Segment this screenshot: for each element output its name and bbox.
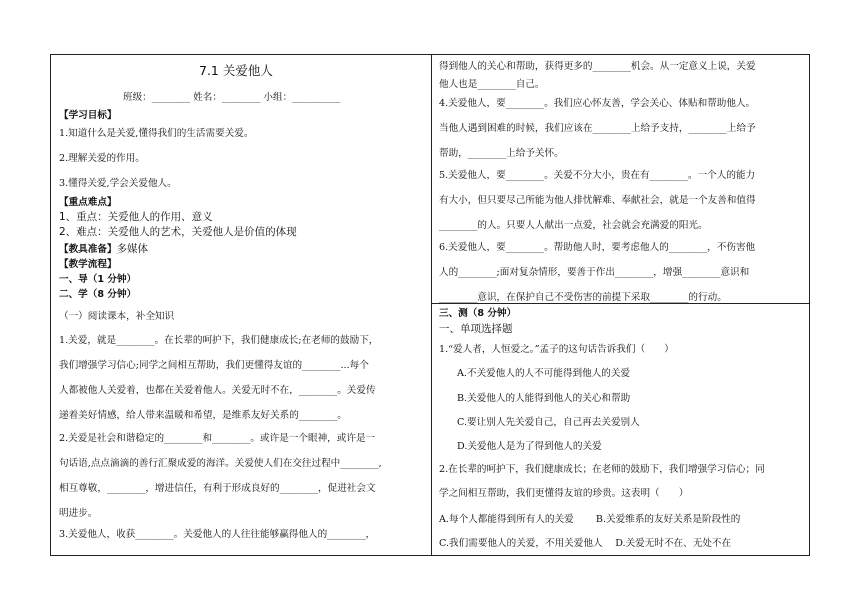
paragraph-3-continued: 他人也是________自己。 (439, 79, 545, 90)
paragraph-6-line: 人的________;面对复杂情形，要善于作出________，增强________意识和 (439, 267, 750, 278)
paragraph-2-line: 明进步。 (59, 508, 98, 519)
prep-value: 多媒体 (116, 243, 149, 255)
question-1-option: C.要让别人先关爱自己，自己再去关爱别人 (457, 417, 640, 428)
question-1-option: B.关爱他人的人能得到他人的关心和帮助 (457, 393, 631, 404)
reading-subheading: （一）阅读课本，补全知识 (59, 311, 175, 322)
question-2-option-row: C.我们需要他人的关爱，不用关爱他人 D.关爱无时不在、无处不在 (439, 538, 732, 549)
paragraph-2-line: 相互尊敬，________，增进信任，有利于形成良好的________，促进社会文 (59, 483, 376, 494)
stage-learn: 二、学（8 分钟） (59, 289, 137, 300)
prep-line (59, 243, 148, 256)
flow-heading: 【教学流程】 (59, 259, 117, 270)
key-point: 2、难点：关爱他人的艺术，关爱他人是价值的体现 (59, 226, 297, 238)
student-info-line: 班级：________ 姓名：________ 小组：__________ (123, 92, 341, 103)
goals-heading: 【学习目标】 (59, 110, 117, 121)
question-2-option-row: A.每个人都能得到所有人的关爱 B.关爱维系的友好关系是阶段性的 (439, 514, 741, 525)
goal-item: 2.理解关爱的作用。 (59, 153, 145, 164)
paragraph-1-line: 人都被他人关爱着，也都在关爱着他人。关爱无时不在，________。关爱传 (59, 385, 376, 396)
paragraph-2-line: 句话语,点点滴滴的善行汇聚成爱的海洋。关爱使人们在交往过程中________, (59, 458, 382, 469)
prep-heading: 【教具准备】 (59, 244, 117, 255)
paragraph-1-line: 1.关爱，就是________。在长辈的呵护下，我们健康成长;在老师的鼓励下， (59, 335, 379, 346)
question-1-option: D.关爱他人是为了得到他人的关爱 (457, 441, 602, 452)
section-divider (431, 303, 809, 304)
key-point: 1、重点：关爱他人的作用、意义 (59, 211, 213, 223)
goal-item: 1.知道什么是关爱,懂得我们的生活需要关爱。 (59, 128, 254, 139)
paragraph-4-line: 帮助，________上给予关怀。 (439, 148, 564, 159)
key-heading: 【重点难点】 (59, 197, 117, 208)
right-column (431, 55, 809, 555)
paragraph-6-line: ________意识，在保护自己不受伤害的前提下采取________的行动。 (439, 292, 727, 303)
paragraph-4-line: 4.关爱他人，要________。我们应心怀友善，学会关心、体贴和帮助他人。 (439, 98, 756, 109)
goal-item: 3.懂得关爱,学会关爱他人。 (59, 178, 177, 189)
paragraph-5-line: 5.关爱他人，要________。关爱不分大小，贵在有________。一个人的能力 (439, 170, 756, 181)
paragraph-4-line: 当他人遇到困难的时候，我们应该在________上给予支持，________上给予 (439, 123, 756, 134)
question-2-line: 2.在长辈的呵护下，我们健康成长；在老师的鼓励下，我们增强学习信心；同 (439, 464, 765, 475)
paragraph-3-line: 3.关爱他人，收获________。关爱他人的人往往能够赢得他人的________， (59, 529, 376, 540)
paragraph-6-line: 6.关爱他人，要________。帮助他人时，要考虑他人的________，不伤害他 (439, 242, 756, 253)
paragraph-1-line: 我们增强学习信心;同学之间相互帮助，我们更懂得友谊的________...每个 (59, 360, 369, 371)
stage-guide: 一、导（1 分钟） (59, 274, 137, 285)
page-title: 7.1 关爱他人 (199, 63, 273, 78)
paragraph-5-line: 有大小，但只要尽己所能为他人排忧解难、奉献社会，就是一个友善和值得 (439, 195, 756, 206)
left-column (51, 55, 432, 555)
question-2-line: 学之间相互帮助，我们更懂得友谊的珍贵。这表明（ ） (439, 488, 689, 499)
stage-test: 三、测（8 分钟） (439, 308, 517, 319)
question-1: 1.“爱人者，人恒爱之。”孟子的这句话告诉我们（ ） (439, 344, 674, 355)
question-1-option: A.不关爱他人的人不可能得到他人的关爱 (457, 368, 631, 379)
section-multiple-choice: 一、单项选择题 (439, 323, 513, 335)
paragraph-2-line: 2.关爱是社会和谐稳定的________和________。或许是一个眼神，或许是一 (59, 433, 376, 444)
worksheet (50, 54, 810, 556)
paragraph-1-line: 递着美好情感，给人带来温暖和希望，是维系友好关系的________。 (59, 410, 347, 421)
paragraph-5-line: ________的人。只要人人献出一点爱，社会就会充满爱的阳光。 (439, 220, 708, 231)
paragraph-3-continued: 得到他人的关心和帮助，获得更多的________机会。从一定意义上说，关爱 (439, 61, 756, 72)
